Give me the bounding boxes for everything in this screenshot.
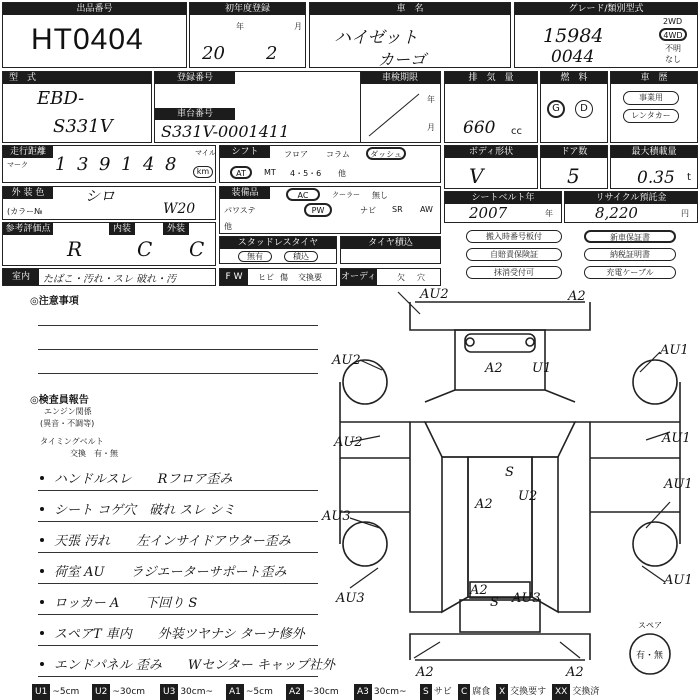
wheel-rear-right — [633, 522, 677, 566]
legend-item — [92, 684, 147, 700]
equip-pw: PW — [304, 203, 332, 217]
legend-item — [354, 684, 409, 700]
audio-label: オーディオ — [341, 269, 377, 285]
first-registration-label: 初年度登録 — [190, 3, 305, 15]
recycle-unit: 円 — [681, 209, 689, 218]
rear-bumper-outline — [410, 634, 590, 660]
legend-code: U2 — [92, 684, 110, 700]
displacement-box — [444, 71, 538, 143]
grade-line-1: 15984 — [543, 25, 604, 47]
legend-desc: ~5cm — [245, 687, 273, 697]
damage-mark: U2 — [518, 489, 538, 504]
grade-line-2: 0044 — [551, 47, 595, 67]
recycle-value: 8,220 — [595, 204, 638, 222]
studless-label: スタッドレスタイヤ — [220, 237, 336, 249]
report-line: 天張 汚れ 左インサイドアウター歪み — [54, 534, 291, 549]
shift-label: シフト — [220, 146, 270, 158]
report-bullet — [40, 476, 44, 480]
legend-item — [286, 684, 341, 700]
mileage-digit: 9 — [99, 154, 111, 175]
legend-item — [552, 684, 601, 700]
legend-code: X — [496, 684, 508, 700]
report-bullet — [40, 569, 44, 573]
interior-room-label: 室内 — [3, 269, 39, 285]
color-value: シロ — [85, 187, 116, 205]
equip-aw: AW — [420, 205, 433, 214]
equip-ps: パワステ — [224, 206, 256, 215]
mileage-box — [2, 145, 216, 183]
equip-cooler: クーラー — [332, 191, 360, 199]
history-label: 車 歴 — [611, 72, 697, 84]
cabin-outline — [425, 422, 575, 457]
car-name-sub: カーゴ — [378, 50, 427, 69]
notes-rule — [38, 373, 318, 374]
legend-code: A2 — [286, 684, 304, 700]
legend-desc: ~30cm — [305, 687, 339, 697]
drive-4wd: 4WD — [659, 28, 687, 41]
registration-label: 登録番号 — [155, 72, 235, 84]
engine-label: エンジン関係 — [44, 407, 92, 416]
model-label: 型 式 — [3, 72, 151, 84]
report-line: ハンドルスレ Rフロア歪み — [54, 472, 233, 487]
damage-mark: AU2 — [332, 353, 361, 368]
history-business: 事業用 — [623, 91, 679, 105]
history-rental: レンタカー — [623, 109, 679, 123]
legend-code: XX — [552, 684, 570, 700]
legend-desc: ~5cm — [52, 687, 80, 697]
front-bumper-outline — [410, 302, 590, 330]
report-line: シート コゲ穴 破れ スレ シミ — [54, 503, 236, 518]
mileage-unit-km: km — [193, 166, 213, 178]
chassis-label: 車台番号 — [155, 108, 235, 120]
damage-mark: AU1 — [664, 477, 693, 492]
report-bullet — [40, 507, 44, 511]
inspection-strike — [365, 88, 425, 140]
damage-mark: AU3 — [322, 509, 351, 524]
damage-mark: AU1 — [664, 573, 693, 588]
fuel-label: 燃 料 — [541, 72, 607, 84]
damage-mark: A2 — [568, 289, 586, 304]
studless-option-2: 積込 — [284, 251, 318, 262]
shift-at: AT — [230, 166, 252, 179]
fw-crack: ヒビ — [258, 273, 274, 282]
exterior-grade-label: 外装 — [163, 223, 189, 235]
damage-mark: S — [490, 595, 499, 610]
damage-mark: A2 — [485, 361, 503, 376]
doors-value: 5 — [567, 164, 580, 188]
audio-missing: 欠 — [397, 273, 405, 282]
equip-none: 無し — [372, 191, 388, 200]
doc-deregister: 抹消受付可 — [466, 266, 562, 279]
load-box — [610, 145, 698, 189]
inspection-month: 月 — [427, 123, 435, 132]
drive-note-1: 不明 — [665, 44, 681, 53]
report-bullet — [40, 538, 44, 542]
doc-tax: 納税証明書 — [584, 248, 676, 261]
legend-desc: 腐食 — [472, 687, 491, 697]
interior-room-value: たばこ・汚れ・スレ 破れ・汚 — [43, 274, 177, 285]
fw-scratch: 傷 — [280, 273, 288, 282]
doors-box — [540, 145, 608, 189]
recycle-box — [564, 191, 698, 223]
equip-ac: AC — [286, 188, 320, 201]
body-value: V — [469, 164, 484, 188]
report-rule — [38, 552, 318, 553]
legend-item — [32, 684, 81, 700]
lot-number: HT0404 — [31, 23, 144, 56]
exterior-grade-value: C — [189, 237, 205, 261]
car-damage-diagram — [320, 282, 698, 682]
inspection-label: 車検期限 — [360, 72, 440, 84]
timing-belt-label: タイミングベルト — [40, 437, 104, 446]
first-registration-year: 20 — [202, 43, 225, 64]
seatbelt-unit: 年 — [545, 209, 553, 218]
legend-desc: 交換済 — [572, 687, 600, 697]
mileage-digit: 8 — [165, 154, 177, 175]
legend-desc: 30cm~ — [180, 687, 214, 697]
grade-label: グレード/類別型式 — [515, 3, 697, 15]
shift-gears: 4・5・6 — [290, 169, 322, 178]
legend-code: S — [420, 684, 432, 700]
model-box — [2, 71, 152, 143]
report-rule — [38, 645, 318, 646]
damage-mark: A2 — [416, 665, 434, 680]
fuel-box — [540, 71, 608, 143]
report-bullet — [40, 600, 44, 604]
legend-code: C — [458, 684, 470, 700]
evaluation-box — [2, 222, 216, 266]
interior-grade-label: 内装 — [109, 223, 135, 235]
seatbelt-label: シートベルト年 — [445, 192, 561, 204]
seatbelt-box — [444, 191, 562, 223]
inspector-label: ◎検査員報告 — [30, 395, 89, 406]
mileage-digit: 4 — [143, 154, 155, 175]
tire-box — [340, 236, 441, 264]
report-line: ロッカー A 下回り S — [54, 596, 198, 611]
car-name-box — [309, 2, 511, 68]
doc-charge-cable: 充電ケーブル — [584, 266, 676, 279]
car-name: ハイゼット — [334, 28, 419, 48]
report-bullet — [40, 631, 44, 635]
interior-room-box — [2, 268, 216, 286]
damage-mark: A2 — [475, 497, 493, 512]
fuel-diesel: D — [575, 100, 593, 118]
legend-code: U3 — [160, 684, 178, 700]
evaluation-value: R — [67, 237, 83, 261]
displacement-value: 660 — [463, 118, 496, 138]
first-registration-box — [189, 2, 306, 68]
history-box — [610, 71, 698, 143]
recycle-label: リサイクル預託金 — [565, 192, 697, 204]
color-code-label: (カラー№ — [7, 207, 43, 216]
studless-box — [219, 236, 337, 264]
displacement-label: 排 気 量 — [445, 72, 537, 84]
load-value: 0.35 — [637, 168, 675, 188]
evaluation-label: 参考評価点 — [3, 223, 53, 235]
wheel-rear-left — [343, 522, 387, 566]
mileage-digit: 1 — [55, 154, 67, 175]
first-registration-month: 2 — [266, 43, 278, 64]
model-prefix: EBD- — [37, 88, 85, 109]
lot-number-label: 出品番号 — [3, 3, 186, 15]
registration-box — [154, 71, 441, 143]
damage-mark: AU3 — [336, 591, 365, 606]
tire-label: タイヤ積込 — [341, 237, 440, 249]
shift-box — [219, 145, 441, 183]
shift-dash: ダッシュ — [366, 147, 406, 160]
damage-mark: AU1 — [660, 343, 689, 358]
damage-mark: S — [505, 465, 514, 480]
shift-column: コラム — [326, 150, 350, 159]
mileage-label: 走行距離 — [3, 146, 53, 158]
color-label: 外 装 色 — [3, 187, 53, 199]
lot-number-box — [2, 2, 187, 68]
engine-sub: (異音・不調等) — [40, 419, 95, 428]
report-line: エンドパネル 歪み Wセンター キャップ社外 — [54, 658, 335, 673]
report-rule — [38, 614, 318, 615]
studless-option-1: 無有 — [238, 251, 272, 262]
legend-desc: 30cm~ — [373, 687, 407, 697]
report-bullet — [40, 662, 44, 666]
doors-label: ドア数 — [541, 146, 607, 158]
notes-label: ◎注意事項 — [30, 296, 79, 307]
equip-nav: ナビ — [360, 206, 376, 215]
inspection-divider — [360, 72, 361, 142]
damage-mark: A2 — [566, 665, 584, 680]
report-rule — [38, 676, 318, 677]
car-name-label: 車 名 — [310, 3, 510, 15]
notes-rule — [38, 349, 318, 350]
legend-item — [226, 684, 275, 700]
drive-2wd: 2WD — [663, 17, 683, 26]
seatbelt-value: 2007 — [469, 204, 508, 222]
doc-insurance: 自賠責保険証 — [466, 248, 562, 261]
body-box — [444, 145, 538, 189]
damage-mark: AU2 — [420, 287, 449, 302]
equip-sr: SR — [392, 205, 403, 214]
damage-mark: A2 — [470, 583, 488, 598]
load-label: 最大積載量 — [611, 146, 697, 158]
legend-code: A3 — [354, 684, 372, 700]
legend-desc: 交換要す — [510, 687, 547, 697]
legend-item — [420, 684, 454, 700]
equipment-label: 装備品 — [220, 187, 270, 199]
spare-label: スペア — [638, 621, 662, 630]
legend-item — [496, 684, 548, 700]
legend-item — [160, 684, 215, 700]
fw-label: F W — [220, 269, 248, 285]
doc-warranty: 新車保証書 — [584, 230, 676, 243]
damage-mark: AU1 — [662, 431, 691, 446]
roof-outline — [468, 457, 532, 597]
report-line: 荷室 AU ラジエーターサポート歪み — [54, 565, 287, 580]
drive-note-2: なし — [665, 55, 681, 64]
fuel-gasoline: G — [547, 100, 565, 118]
legend-desc: ~30cm — [112, 687, 146, 697]
notes-rule — [38, 325, 318, 326]
damage-mark: U1 — [532, 361, 552, 376]
shift-other: 他 — [338, 169, 346, 178]
doc-plate: 搬入時番号板付 — [466, 230, 562, 243]
damage-mark: AU2 — [334, 435, 363, 450]
equip-other: 他 — [224, 222, 232, 231]
color-box — [2, 186, 216, 220]
report-rule — [38, 583, 318, 584]
audio-hole: 穴 — [417, 273, 425, 282]
displacement-unit: cc — [511, 126, 522, 137]
timing-belt-sub: 交換 有・無 — [70, 449, 118, 458]
month-label: 月 — [294, 22, 302, 31]
load-unit: t — [687, 172, 691, 183]
report-rule — [38, 490, 318, 491]
interior-grade-value: C — [137, 237, 153, 261]
report-rule — [38, 521, 318, 522]
body-label: ボディ形状 — [445, 146, 537, 158]
legend-desc: サビ — [433, 687, 452, 697]
spare-value: 有・無 — [636, 651, 664, 661]
fw-replace: 交換要 — [298, 273, 322, 282]
mileage-digit: 3 — [77, 154, 89, 175]
legend-code: U1 — [32, 684, 50, 700]
mileage-digit: 1 — [121, 154, 133, 175]
equipment-box — [219, 186, 441, 234]
color-code: W20 — [163, 201, 196, 217]
wheel-front-right — [633, 360, 677, 404]
year-label: 年 — [236, 22, 244, 31]
documents-box — [444, 226, 698, 282]
chassis-number: S331V-0001411 — [161, 122, 290, 141]
grade-box — [514, 2, 698, 68]
mileage-unit-mile: マイル — [195, 149, 216, 157]
damage-mark: AU3 — [512, 591, 541, 606]
shift-floor: フロア — [284, 150, 308, 159]
mileage-mark: マーク — [7, 161, 28, 169]
shift-mt: MT — [264, 168, 276, 177]
model-code: S331V — [53, 116, 113, 137]
inspection-year: 年 — [427, 95, 435, 104]
legend-code: A1 — [226, 684, 244, 700]
report-line: スペアT 車内 外装ツヤナシ ターナ修外 — [54, 627, 305, 642]
legend-item — [458, 684, 492, 700]
